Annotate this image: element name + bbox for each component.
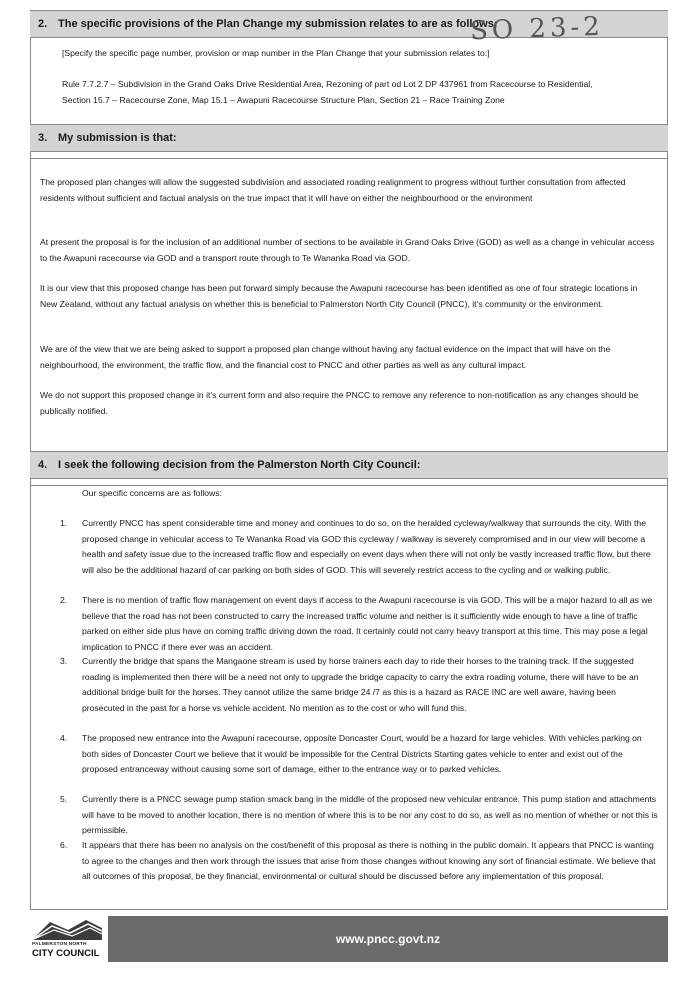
concern-item bbox=[60, 654, 660, 716]
section-2-title: The specific provisions of the Plan Change my submission relates to are as follows: bbox=[58, 18, 498, 30]
logo-line-2: CITY COUNCIL bbox=[32, 948, 100, 959]
concern-item bbox=[60, 593, 660, 655]
footer-bar bbox=[108, 916, 668, 962]
section-3-paragraph: We are of the view that we are being asked to support a proposed plan change without having any factual evidence on the impact that will have on the neighbourhood, the environment, the traffic flow, and the financial cost to PNCC and other parties as well as any cultural impact. bbox=[40, 344, 611, 370]
section-2-line-1: Rule 7.7.2.7 – Subdivision in the Grand Oaks Drive Residential Area, Rezoning of part od Lot 2 DP 437961 from Racecourse to Residential, bbox=[62, 79, 593, 89]
section-2-line-2: Section 15.7 – Racecourse Zone, Map 15.1 – Awapuni Racecourse Structure Plan, Section 21 – Race Training Zone bbox=[62, 95, 505, 105]
page-footer bbox=[30, 916, 668, 962]
section-3-paragraph: At present the proposal is for the inclusion of an additional number of sections to be available in Grand Oaks Drive (GOD) as well as a change in vehicular access to the Awapuni racecourse via GOD and a transport route through to Te Wananka Road via GOD. bbox=[40, 237, 655, 263]
handwritten-reference: SO 23-2 bbox=[469, 11, 605, 47]
section-3-paragraph: The proposed plan changes will allow the suggested subdivision and associated roading realignment to progress without further consultation from affected residents without sufficient and factual analysis on the true impact that it will have on either the neighbourhood or the environment bbox=[40, 177, 626, 203]
concern-item bbox=[60, 731, 660, 778]
concern-number: 3. bbox=[60, 656, 68, 666]
section-3-divider bbox=[30, 158, 668, 159]
section-3-number: 3. bbox=[38, 132, 48, 144]
concern-item bbox=[60, 792, 660, 839]
concern-number: 2. bbox=[60, 595, 68, 605]
section-3-header bbox=[30, 124, 668, 152]
section-4-number: 4. bbox=[38, 459, 48, 471]
concern-number: 6. bbox=[60, 840, 68, 850]
concern-number: 5. bbox=[60, 794, 68, 804]
logo-line-1: PALMERSTON NORTH bbox=[32, 942, 87, 947]
section-3-title: My submission is that: bbox=[58, 132, 177, 144]
concern-item bbox=[60, 838, 660, 885]
concern-text: Currently the bridge that spans the Mangaone stream is used by horse trainers each day to ride their horses to the training track. If the suggested roading is implemented then there will be a need not only to upgrade the bridge capacity to carry the extra roading volume, there will have to be an additional bridge built for the horses. They cannot utilize the same bridge 24 /7 as this is a hazard as RACE INC are well aware, having been prosecuted in the past for a horse vs vehicle accident. No mention as to the cost or who will fund this. bbox=[82, 656, 639, 713]
concern-text: Currently there is a PNCC sewage pump station smack bang in the middle of the proposed new vehicular entrance. This pump station and attachments will have to be moved to another location, there is no mention of where this is to be nor any cost to do so, as well as no mention of whether or not this is permissible. bbox=[82, 794, 658, 835]
council-logo bbox=[30, 916, 104, 962]
section-3-paragraph: We do not support this proposed change in it’s current form and also require the PNCC to remove any reference to non-notification as any changes should be publically notified. bbox=[40, 390, 639, 416]
council-logo-mark-icon bbox=[30, 916, 104, 942]
section-2-instruction: [Specify the specific page number, provision or map number in the Plan Change that your submission relates to:] bbox=[62, 48, 490, 58]
section-2-number: 2. bbox=[38, 18, 48, 30]
section-3-paragraph: It is our view that this proposed change has been put forward simply because the Awapuni racecourse has been identified as one of four strategic locations in New Zealand, without any factual analysis on whether this is beneficial to Palmerston North City Council (PNCC), it’s community or the environment. bbox=[40, 283, 638, 309]
concern-number: 1. bbox=[60, 518, 68, 528]
section-4-header bbox=[30, 451, 668, 479]
concern-number: 4. bbox=[60, 733, 68, 743]
section-4-intro: Our specific concerns are as follows: bbox=[82, 488, 222, 498]
concern-item bbox=[60, 516, 660, 578]
concern-text: The proposed new entrance into the Awapuni racecourse, opposite Doncaster Court, would be a hazard for large vehicles. With vehicles parking on both sides of Doncaster Court we believe that it would be impossible for the Central Districts Starting gates vehicle to enter and exist out of the proposed entranceway without causing some sort of damage, either to the entrance way or to parked vehicles. bbox=[82, 733, 642, 774]
concern-text: It appears that there has been no analysis on the cost/benefit of this proposal as there is nothing in the public domain. It appears that PNCC is wanting to agree to the changes and then work through the issues that arise from those changes without knowing any sort of financial estimate. We believe that all outcomes of this proposal, be they financial, environmental or cultural should be discussed before any implementation of this proposal. bbox=[82, 840, 656, 881]
section-4-title: I seek the following decision from the Palmerston North City Council: bbox=[58, 459, 421, 471]
concern-text: There is no mention of traffic flow management on event days if access to the Awapuni racecourse is via GOD. This will be a major hazard to all as we believe that the road has not been constructed to carry the increased traffic volume and neither is it sufficiently wide enough to have a line of traffic parked on either side plus have on coming traffic driving down the road. It certainly could not carry heavy transport at this time. This may pose a legal implication to PNCC if there ever was an accident. bbox=[82, 595, 653, 652]
concern-text: Currently PNCC has spent considerable time and money and continues to do so, on the heralded cycleway/walkway that surrounds the city. With the proposed change in vehicular access to Te Wananka Road via GOD this cycleway / walkway is severely compromised and in our view will become a health and safety issue due to the increased traffic flow and especially on event days when there will not only be vastly increased traffic flow, but there will also be the additional hazard of car parking on both sides of GOD. This will severely restrict access to the cycling and or walking public. bbox=[82, 518, 651, 575]
website-link[interactable]: www.pncc.govt.nz bbox=[335, 932, 441, 946]
